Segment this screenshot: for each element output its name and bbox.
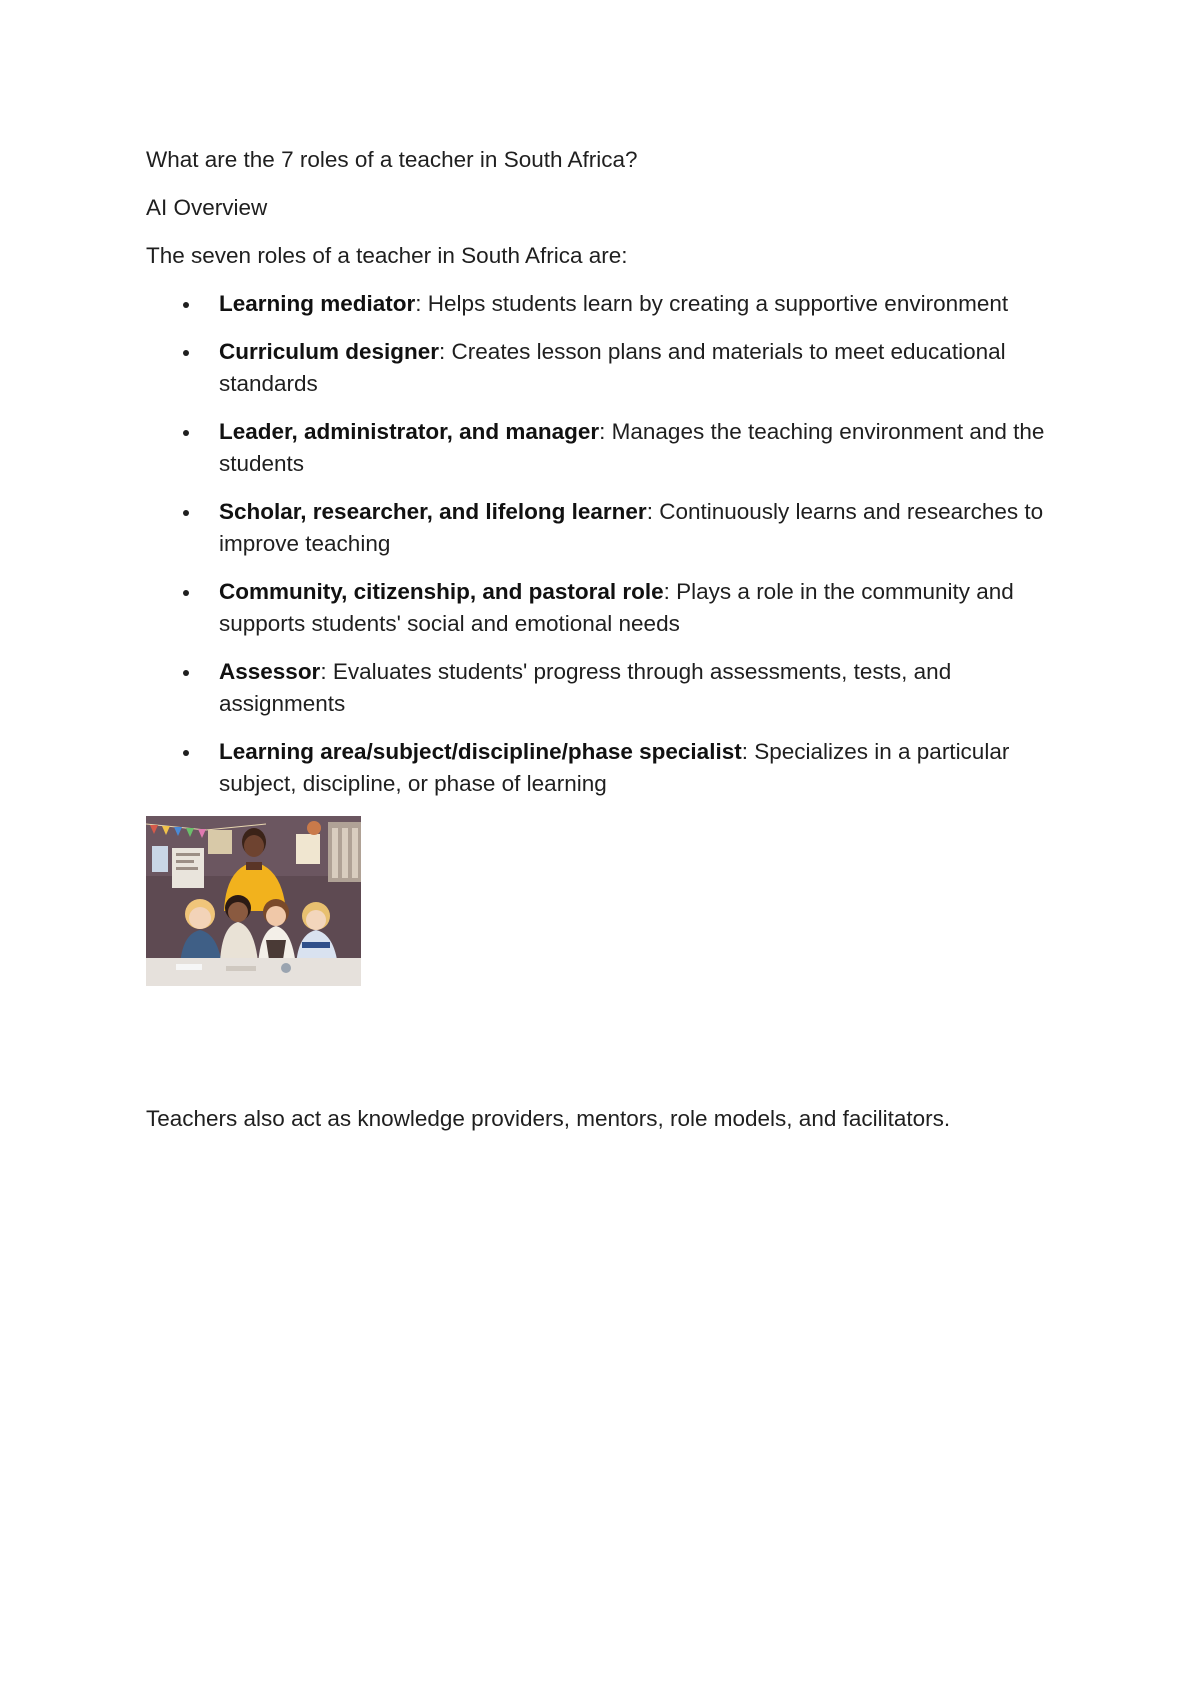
role-name: Community, citizenship, and pastoral role xyxy=(219,579,664,604)
bullet-icon xyxy=(183,590,189,596)
roles-list xyxy=(146,288,1046,800)
role-description: : Continuously learns and researches to improve teaching xyxy=(219,499,1044,556)
document-body xyxy=(146,144,1046,1151)
intro-text: The seven roles of a teacher in South Africa are: xyxy=(146,243,628,268)
role-name: Assessor xyxy=(219,659,321,684)
closing-text: Teachers also act as knowledge providers, mentors, role models, and facilitators. xyxy=(146,1106,951,1131)
bullet-icon xyxy=(183,750,189,756)
role-name: Leader, administrator, and manager xyxy=(219,419,600,444)
bullet-icon xyxy=(183,430,189,436)
bullet-icon xyxy=(183,350,189,356)
role-description: : Manages the teaching environment and the students xyxy=(219,419,1045,476)
role-name: Learning area/subject/discipline/phase specialist xyxy=(219,739,742,764)
role-description: : Evaluates students' progress through assessments, tests, and assignments xyxy=(219,659,952,716)
role-item-community-pastoral xyxy=(146,576,1046,640)
classroom-photo-illustration xyxy=(146,816,361,986)
role-item-scholar-researcher-learner xyxy=(146,496,1046,560)
bullet-icon xyxy=(183,670,189,676)
role-description: : Creates lesson plans and materials to meet educational standards xyxy=(219,339,1006,396)
bullet-icon xyxy=(183,302,189,308)
bullet-icon xyxy=(183,510,189,516)
role-item-learning-mediator xyxy=(146,288,1046,320)
question-heading: What are the 7 roles of a teacher in South Africa? xyxy=(146,147,638,172)
role-description: : Helps students learn by creating a supportive environment xyxy=(415,291,1009,316)
role-name: Scholar, researcher, and lifelong learner xyxy=(219,499,647,524)
classroom-photo xyxy=(146,816,361,986)
role-description: : Plays a role in the community and supports students' social and emotional needs xyxy=(219,579,1014,636)
role-item-leader-administrator-manager xyxy=(146,416,1046,480)
role-name: Learning mediator xyxy=(219,291,416,316)
role-description: : Specializes in a particular subject, discipline, or phase of learning xyxy=(219,739,1010,796)
role-item-assessor xyxy=(146,656,1046,720)
role-item-subject-specialist xyxy=(146,736,1046,800)
role-name: Curriculum designer xyxy=(219,339,440,364)
ai-overview-label: AI Overview xyxy=(146,195,268,220)
role-item-curriculum-designer xyxy=(146,336,1046,400)
